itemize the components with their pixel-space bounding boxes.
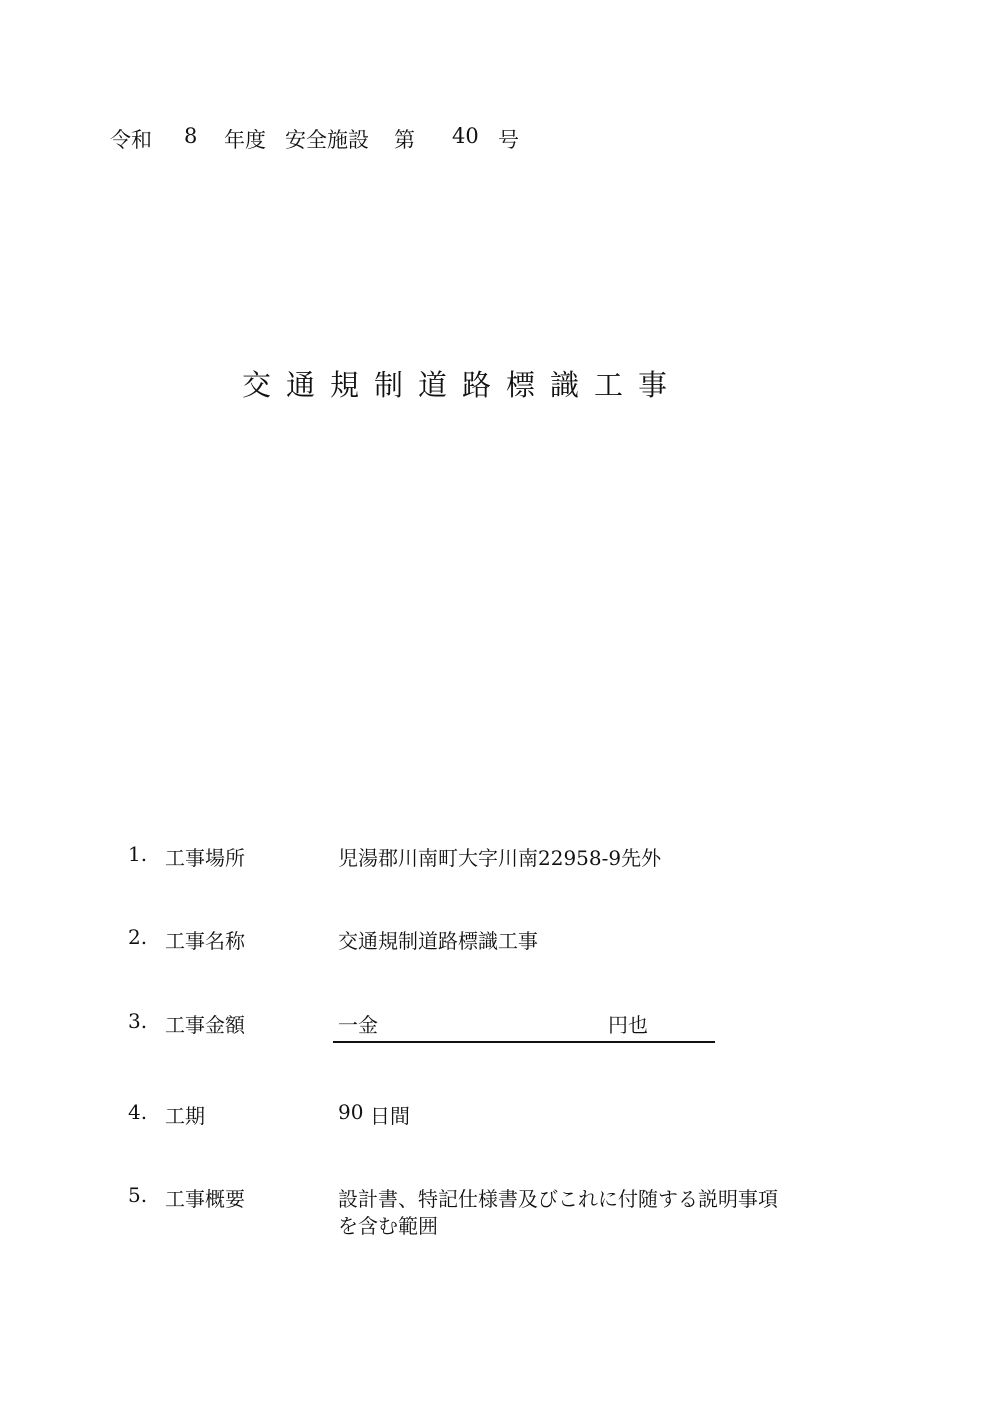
item-value-period-unit: 日間: [370, 1104, 410, 1128]
item-number-3: 3.: [128, 1009, 148, 1033]
item-label-location: 工事場所: [165, 846, 245, 870]
item-value-summary-line2: を含む範囲: [338, 1214, 438, 1238]
item-number-1: 1.: [128, 842, 148, 866]
item-number-4: 4.: [128, 1100, 148, 1124]
item-label-summary: 工事概要: [165, 1187, 245, 1211]
category-label: 安全施設: [285, 128, 369, 152]
amount-underline: [333, 1041, 715, 1043]
item-label-period: 工期: [165, 1104, 205, 1128]
item-number-2: 2.: [128, 925, 148, 949]
item-value-location: 児湯郡川南町大字川南22958-9先外: [338, 846, 662, 870]
item-value-amount-suffix: 円也: [608, 1013, 648, 1037]
item-value-summary-line1: 設計書、特記仕様書及びこれに付随する説明事項: [338, 1187, 778, 1211]
number-suffix: 号: [498, 128, 519, 152]
document-title: 交通規制道路標識工事: [242, 368, 683, 402]
era-label: 令和: [110, 128, 152, 152]
item-value-amount-prefix: 一金: [338, 1013, 378, 1037]
number-prefix: 第: [394, 128, 415, 152]
item-value-period-days: 90: [338, 1100, 364, 1124]
fiscal-year: 8: [184, 124, 198, 148]
document-number: 40: [452, 124, 479, 148]
item-number-5: 5.: [128, 1183, 148, 1207]
item-label-amount: 工事金額: [165, 1013, 245, 1037]
item-value-name: 交通規制道路標識工事: [338, 929, 538, 953]
item-label-name: 工事名称: [165, 929, 245, 953]
fiscal-year-suffix: 年度: [224, 128, 266, 152]
